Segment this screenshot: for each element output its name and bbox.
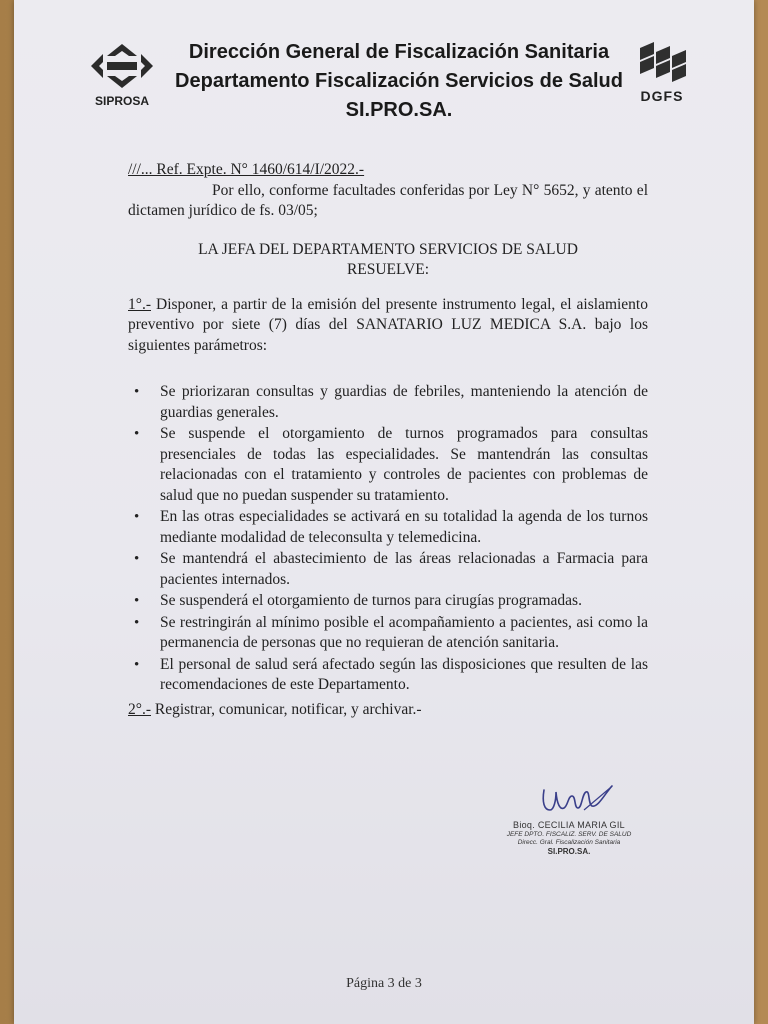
resolve-heading: RESUELVE: <box>346 261 430 278</box>
list-item <box>134 613 648 654</box>
article-1-number: 1°.- <box>128 295 151 313</box>
intro-paragraph: Por ello, conforme facultades conferidas por Ley N° 5652, y atento el dictamen jurídico de fs. 03/05; <box>128 181 648 219</box>
bullet-icon: • <box>134 509 140 525</box>
list-item-text: Se suspende el otorgamiento de turnos programados para consultas presenciales de todas las especialidades. Se mantendrán las consultas relacionadas con el tratamiento y controles de pacientes con problemas de salud que no puedan suspender su tratamiento. <box>160 425 648 504</box>
authority-heading: LA JEFA DEL DEPARTAMENTO SERVICIOS DE SALUD <box>198 240 578 258</box>
signatory-name: Bioq. CECILIA MARIA GIL <box>513 820 625 830</box>
header-line-3: SI.PRO.SA. <box>345 99 453 121</box>
siprosa-logo <box>86 42 158 108</box>
reference-number: ///... Ref. Expte. N° 1460/614/I/2022.- <box>128 161 365 178</box>
signatory-organization: SI.PRO.SA. <box>547 847 591 856</box>
letterhead-title <box>164 38 634 125</box>
list-item <box>134 507 648 548</box>
list-item <box>134 424 648 506</box>
dgfs-logo <box>622 40 702 104</box>
list-item-text: Se restringirán al mínimo posible el acompañamiento a pacientes, asi como la permanencia de personas que no requieran de atención sanitaria. <box>160 613 648 651</box>
article-2-number: 2°.- <box>128 700 151 718</box>
header-line-1: Dirección General de Fiscalización Sanitaria <box>188 41 610 63</box>
list-item <box>134 591 648 612</box>
signature-block <box>494 780 644 857</box>
list-item-text: En las otras especialidades se activará en su totalidad la agenda de los turnos mediante modalidad de teleconsulta y telemedicina. <box>160 508 648 546</box>
list-item-text: Se suspenderá el otorgamiento de turnos para cirugías programadas. <box>160 592 582 609</box>
list-item-text: Se mantendrá el abastecimiento de las áreas relacionadas a Farmacia para pacientes internados. <box>160 550 648 588</box>
bullet-icon: • <box>134 384 140 400</box>
signatory-department: Direcc. Gral. Fiscalización Sanitaria <box>517 839 621 846</box>
list-item <box>134 655 648 696</box>
bullet-icon: • <box>134 426 140 442</box>
signatory-title: JEFE DPTO. FISCALIZ. SERV. DE SALUD <box>506 831 632 838</box>
list-item <box>134 382 648 423</box>
list-item-text: El personal de salud será afectado según las disposiciones que resulten de las recomendaciones de este Departamento. <box>160 655 648 693</box>
bullet-icon: • <box>134 551 140 567</box>
article-1 <box>128 295 648 357</box>
bullet-icon: • <box>134 614 140 631</box>
dgfs-logo-text: DGFS <box>640 88 684 104</box>
bullet-icon: • <box>134 656 140 673</box>
siprosa-emblem-icon <box>87 42 157 90</box>
article-2-text: Registrar, comunicar, notificar, y archivar.- <box>151 700 422 718</box>
bullet-icon: • <box>134 593 140 609</box>
article-2 <box>128 700 648 721</box>
letterhead <box>14 0 754 140</box>
page-number: Página 3 de 3 <box>346 976 422 991</box>
handwritten-signature <box>514 780 624 820</box>
header-line-2: Departamento Fiscalización Servicios de Salud <box>175 70 623 92</box>
document-page <box>14 0 754 1024</box>
siprosa-logo-text: SIPROSA <box>94 94 149 108</box>
list-item-text: Se priorizaran consultas y guardias de febriles, manteniendo la atención de guardias generales. <box>160 383 648 421</box>
parameters-list <box>128 382 648 696</box>
list-item <box>134 549 648 590</box>
article-1-text: Disponer, a partir de la emisión del presente instrumento legal, el aislamiento preventivo por siete (7) días del SANATARIO LUZ MEDICA S.A. bajo los siguientes parámetros: <box>128 295 648 354</box>
dgfs-emblem-icon <box>626 40 698 92</box>
resolution-body <box>128 160 648 720</box>
